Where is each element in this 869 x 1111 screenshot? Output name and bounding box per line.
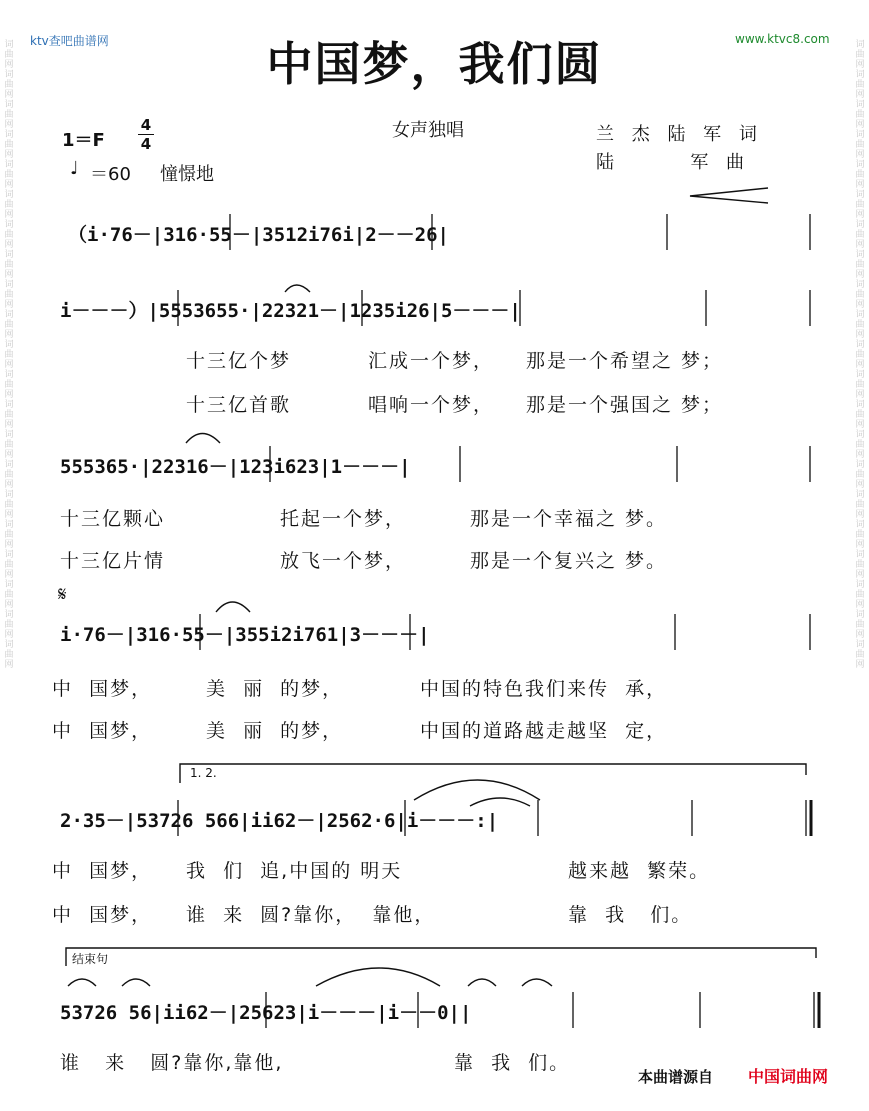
source-site-link[interactable]: 中国词曲网 — [748, 1067, 829, 1086]
lyric: 托起一个梦， — [280, 508, 407, 530]
lyric: 美 丽 的梦， — [206, 678, 344, 700]
notation-row-1: （i·76－|316·55－|3512i76i|2－－26| — [68, 224, 449, 246]
lyric: 中国的道路越走越坚 定， — [420, 720, 668, 742]
lyric: 谁 来 圆?靠你， 靠他， — [186, 904, 436, 926]
source-label: 本曲谱源自 — [638, 1068, 714, 1086]
lyric: 中 国梦， — [52, 904, 153, 926]
lyric: 那是一个强国之 梦； — [526, 394, 724, 416]
tempo-note-icon: ♩ — [70, 158, 79, 179]
lyric: 汇成一个梦， — [368, 350, 495, 372]
notation-row-5: 2·35－|53726 566|ii62－|2562·6|i－－－:| — [60, 810, 499, 832]
tempo-mark: ＝60 — [90, 164, 131, 185]
lyric: 谁 来 圆?靠你,靠他, — [60, 1052, 284, 1074]
lyric: 那是一个希望之 梦； — [526, 350, 724, 372]
notation-row-4: i·76－|316·55－|355i2i761|3－－－| — [60, 624, 430, 646]
crescendo-mark — [690, 188, 768, 203]
lyric: 十三亿颗心 — [60, 508, 166, 530]
song-title: 中国梦，我们圆 — [266, 37, 603, 91]
side-watermark-left: 词曲网词曲网词曲网词曲网词曲网词曲网词曲网词曲网词曲网词曲网词曲网词曲网词曲网词曲网词曲网词曲网词曲网词曲网词曲网词曲网词曲网 — [4, 40, 14, 670]
slur — [68, 979, 96, 986]
slur — [522, 979, 552, 986]
ending-bracket — [66, 948, 816, 966]
notation-row-3: 555365·|22316－|123i623|1－－－| — [60, 456, 411, 478]
time-bottom: 4 — [138, 134, 154, 153]
tempo-mood: 憧憬地 — [160, 164, 214, 185]
slur — [316, 968, 440, 986]
lyric: 十三亿个梦 — [186, 350, 292, 372]
watermark-left: ktv查吧曲谱网 — [30, 34, 109, 48]
side-watermark-right: 词曲网词曲网词曲网词曲网词曲网词曲网词曲网词曲网词曲网词曲网词曲网词曲网词曲网词曲网词曲网词曲网词曲网词曲网词曲网词曲网词曲网 — [855, 40, 865, 670]
lyric: 放飞一个梦， — [280, 550, 407, 572]
credit-lyrics: 兰 杰 陆 军 词 — [596, 124, 763, 145]
lyric: 靠 我 们。 — [454, 1052, 571, 1074]
notation-row-2: i－－－）|5553655·|22321－|1235i26|5－－－| — [60, 300, 521, 322]
credit-music: 陆 军 曲 — [596, 152, 751, 173]
watermark-right: www.ktvc8.com — [735, 32, 830, 46]
lyric: 十三亿首歌 — [186, 394, 292, 416]
slur — [216, 602, 250, 612]
lyric: 中 国梦， — [52, 860, 153, 882]
volta-label: 1. 2. — [190, 766, 217, 780]
lyric: 美 丽 的梦， — [206, 720, 344, 742]
lyric: 中国的特色我们来传 承， — [420, 678, 668, 700]
slur — [122, 979, 150, 986]
lyric: 唱响一个梦， — [368, 394, 495, 416]
lyric: 中 国梦， — [52, 678, 153, 700]
notation-row-6: 53726 56|ii62－|25623|i－－－|i－－0|| — [60, 1002, 472, 1024]
lyric: 越来越 繁荣。 — [568, 860, 711, 882]
slur — [414, 780, 540, 800]
volta-bracket — [180, 764, 806, 783]
lyric: 那是一个复兴之 梦。 — [470, 550, 668, 572]
time-top: 4 — [140, 116, 152, 134]
lyric: 十三亿片情 — [60, 550, 166, 572]
slur — [285, 285, 310, 292]
lyric: 靠 我 们。 — [568, 904, 693, 926]
lyric: 我 们 追,中国的 明天 — [186, 860, 403, 882]
key-signature: 1＝F — [62, 130, 105, 151]
performance-type: 女声独唱 — [392, 120, 464, 141]
ending-label: 结束句 — [72, 952, 109, 966]
slur — [468, 979, 496, 986]
lyric: 那是一个幸福之 梦。 — [470, 508, 668, 530]
slur — [470, 798, 530, 806]
segno-sign: 𝄋 — [58, 582, 67, 606]
slur — [186, 434, 220, 444]
lyric: 中 国梦， — [52, 720, 153, 742]
